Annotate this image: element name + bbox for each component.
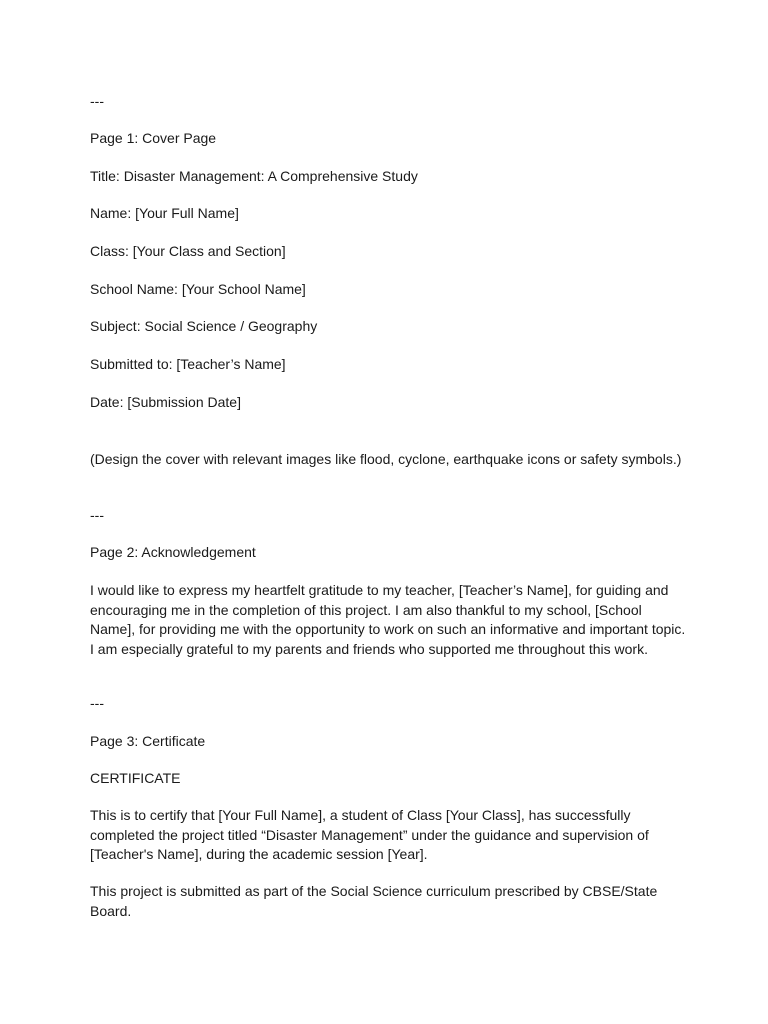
certificate-paragraph-2 <box>90 882 690 921</box>
section-heading-acknowledgement: Page 2: Acknowledgement <box>90 544 256 560</box>
paragraph-line: Board. <box>90 902 132 919</box>
paragraph-line: I am especially grateful to my parents and friends who supported me throughout this work. <box>90 640 648 657</box>
field-subject: Subject: Social Science / Geography <box>90 318 318 334</box>
certificate-title: CERTIFICATE <box>90 770 181 786</box>
section-separator: --- <box>90 507 104 523</box>
field-school-name: School Name: [Your School Name] <box>90 281 306 297</box>
paragraph-line: [Teacher's Name], during the academic session [Year]. <box>90 846 428 862</box>
section-heading-certificate: Page 3: Certificate <box>90 733 206 749</box>
field-submitted-to: Submitted to: [Teacher’s Name] <box>90 356 286 372</box>
section-separator: --- <box>90 93 104 109</box>
field-class: Class: [Your Class and Section] <box>90 243 286 259</box>
acknowledgement-paragraph <box>90 581 690 659</box>
paragraph-line: This project is submitted as part of the Social Science curriculum prescribed by CBSE/State <box>90 883 658 899</box>
paragraph-line: encouraging me in the completion of this project. I am also thankful to my school, [School <box>90 601 642 618</box>
field-title: Title: Disaster Management: A Comprehensive Study <box>90 168 418 184</box>
cover-design-note: (Design the cover with relevant images like flood, cyclone, earthquake icons or safety symbols.) <box>90 451 682 467</box>
paragraph-line: Name], for providing me with the opportunity to work on such an informative and important topic. <box>90 621 686 637</box>
paragraph-line: completed the project titled “Disaster Management” under the guidance and supervision of <box>90 826 649 843</box>
paragraph-line: I would like to express my heartfelt gratitude to my teacher, [Teacher’s Name], for guiding and <box>90 582 669 598</box>
field-name: Name: [Your Full Name] <box>90 205 239 221</box>
field-date: Date: [Submission Date] <box>90 394 241 410</box>
section-heading-cover-page: Page 1: Cover Page <box>90 130 217 146</box>
certificate-paragraph-1 <box>90 806 690 865</box>
paragraph-line: This is to certify that [Your Full Name], a student of Class [Your Class], has successfully <box>90 807 631 823</box>
section-separator: --- <box>90 695 104 711</box>
